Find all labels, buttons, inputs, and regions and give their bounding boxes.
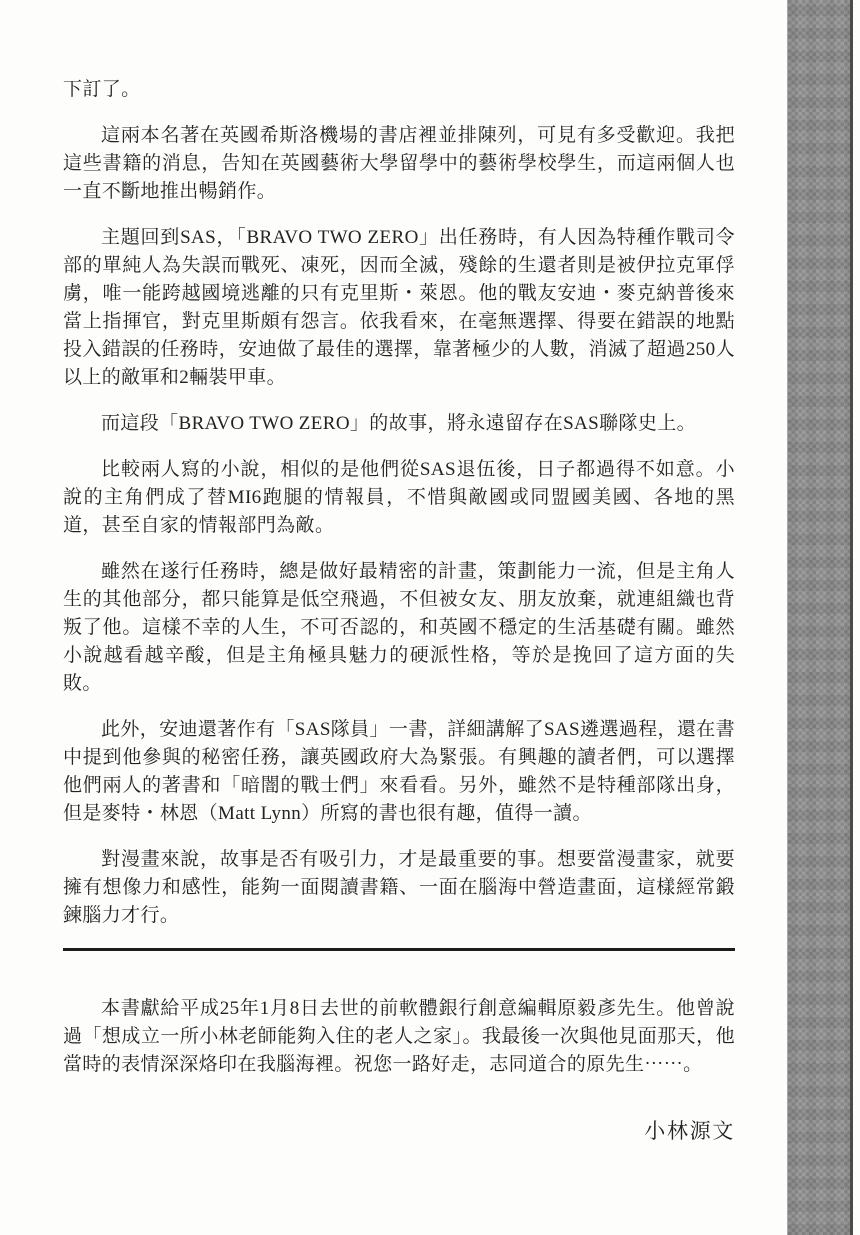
paragraph: 對漫畫來說，故事是否有吸引力，才是最重要的事。想要當漫畫家，就要擁有想像力和感性，能夠一面閱讀書籍、一面在腦海中營造畫面，這樣經常鍛鍊腦力才行。: [63, 849, 735, 926]
paragraph: 比較兩人寫的小說，相似的是他們從SAS退伍後，日子都過得不如意。小說的主角們成了替MI6跑腿的情報員，不惜與敵國或同盟國美國、各地的黑道，甚至自家的情報部門為敵。: [63, 459, 735, 536]
paragraph: 這兩本名著在英國希斯洛機場的書店裡並排陳列，可見有多受歡迎。我把這些書籍的消息，告知在英國藝術大學留學中的藝術學校學生，而這兩個人也一直不斷地推出暢銷作。: [63, 125, 735, 202]
paragraph: 而這段「BRAVO TWO ZERO」的故事，將永遠留存在SAS聯隊史上。: [101, 413, 696, 434]
section-divider: [63, 948, 735, 951]
book-edge-strip: [787, 0, 853, 1235]
paragraph-continuation: 下訂了。: [63, 79, 141, 100]
author-signature: 小林源文: [644, 1119, 735, 1143]
afterword-text-block: [63, 76, 735, 1145]
paragraph: 此外，安迪還著作有「SAS隊員」一書，詳細講解了SAS遴選過程，還在書中提到他參與的秘密任務，讓英國政府大為緊張。有興趣的讀者們，可以選擇他們兩人的著書和「暗闇的戰士們」來看看。另外，雖然不是特種部隊出身，但是麥特・林恩（Matt Lynn）所寫的書也很有趣，值得一讀。: [63, 719, 736, 824]
paragraph: 主題回到SAS，「BRAVO TWO ZERO」出任務時，有人因為特種作戰司令部的單純人為失誤而戰死、凍死，因而全滅，殘餘的生還者則是被伊拉克軍俘虜，唯一能跨越國境逃離的只有克里斯・萊恩。他的戰友安迪・麥克納普後來當上指揮官，對克里斯頗有怨言。依我看來，在毫無選擇、得要在錯誤的地點投入錯誤的任務時，安迪做了最佳的選擇，靠著極少的人數，消滅了超過250人以上的敵軍和2輛裝甲車。: [63, 227, 735, 388]
dedication-paragraph: 本書獻給平成25年1月8日去世的前軟體銀行創意編輯原毅彥先生。他曾說過「想成立一所小林老師能夠入住的老人之家」。我最後一次與他見面那天，他當時的表情深深烙印在我腦海裡。祝您一路好走，志同道合的原先生⋯⋯。: [63, 998, 735, 1075]
paragraph: 雖然在遂行任務時，總是做好最精密的計畫，策劃能力一流，但是主角人生的其他部分，都只能算是低空飛過，不但被女友、朋友放棄，就連組織也背叛了他。這樣不幸的人生，不可否認的，和英國不穩定的生活基礎有關。雖然小說越看越辛酸，但是主角極具魅力的硬派性格，等於是挽回了這方面的失敗。: [63, 561, 735, 694]
